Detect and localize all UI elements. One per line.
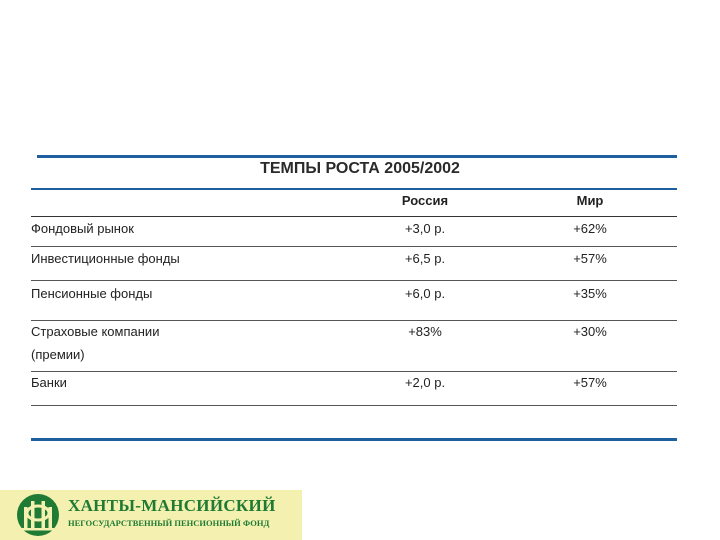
row-value-russia: +83% [408,324,442,339]
row-label-stock-market: Фондовый рынок [31,221,134,236]
table-bottom-rule [31,438,677,441]
row-label-banks: Банки [31,375,67,390]
row-value-world: +35% [573,286,607,301]
row-value-russia: +2,0 р. [404,375,446,390]
fund-emblem-icon [16,493,60,537]
table-top-rule [37,155,677,158]
row-divider [31,320,677,321]
row-divider [31,405,677,406]
column-header-russia: Россия [401,193,449,208]
row-label-insurance-premiums: (премии) [31,347,85,362]
row-value-russia: +6,0 р. [404,286,446,301]
row-label-investment-funds: Инвестиционные фонды [31,251,180,266]
column-header-world: Мир [576,193,604,208]
row-value-russia: +3,0 р. [404,221,446,236]
row-value-world: +57% [573,375,607,390]
row-divider [31,371,677,372]
row-divider [31,280,677,281]
header-rule [31,216,677,217]
logo-title: ХАНТЫ-МАНСИЙСКИЙ [68,496,276,515]
table-title: ТЕМПЫ РОСТА 2005/2002 [260,160,460,177]
row-value-world: +62% [573,221,607,236]
row-label-pension-funds: Пенсионные фонды [31,286,153,301]
fund-logo-banner [0,490,302,540]
row-label-insurance-companies: Страховые компании [31,324,160,339]
row-divider [31,246,677,247]
row-value-russia: +6,5 р. [404,251,446,266]
logo-subtitle: НЕГОСУДАРСТВЕННЫЙ ПЕНСИОННЫЙ ФОНД [68,518,270,528]
row-value-world: +30% [573,324,607,339]
title-rule [31,188,677,190]
row-value-world: +57% [573,251,607,266]
